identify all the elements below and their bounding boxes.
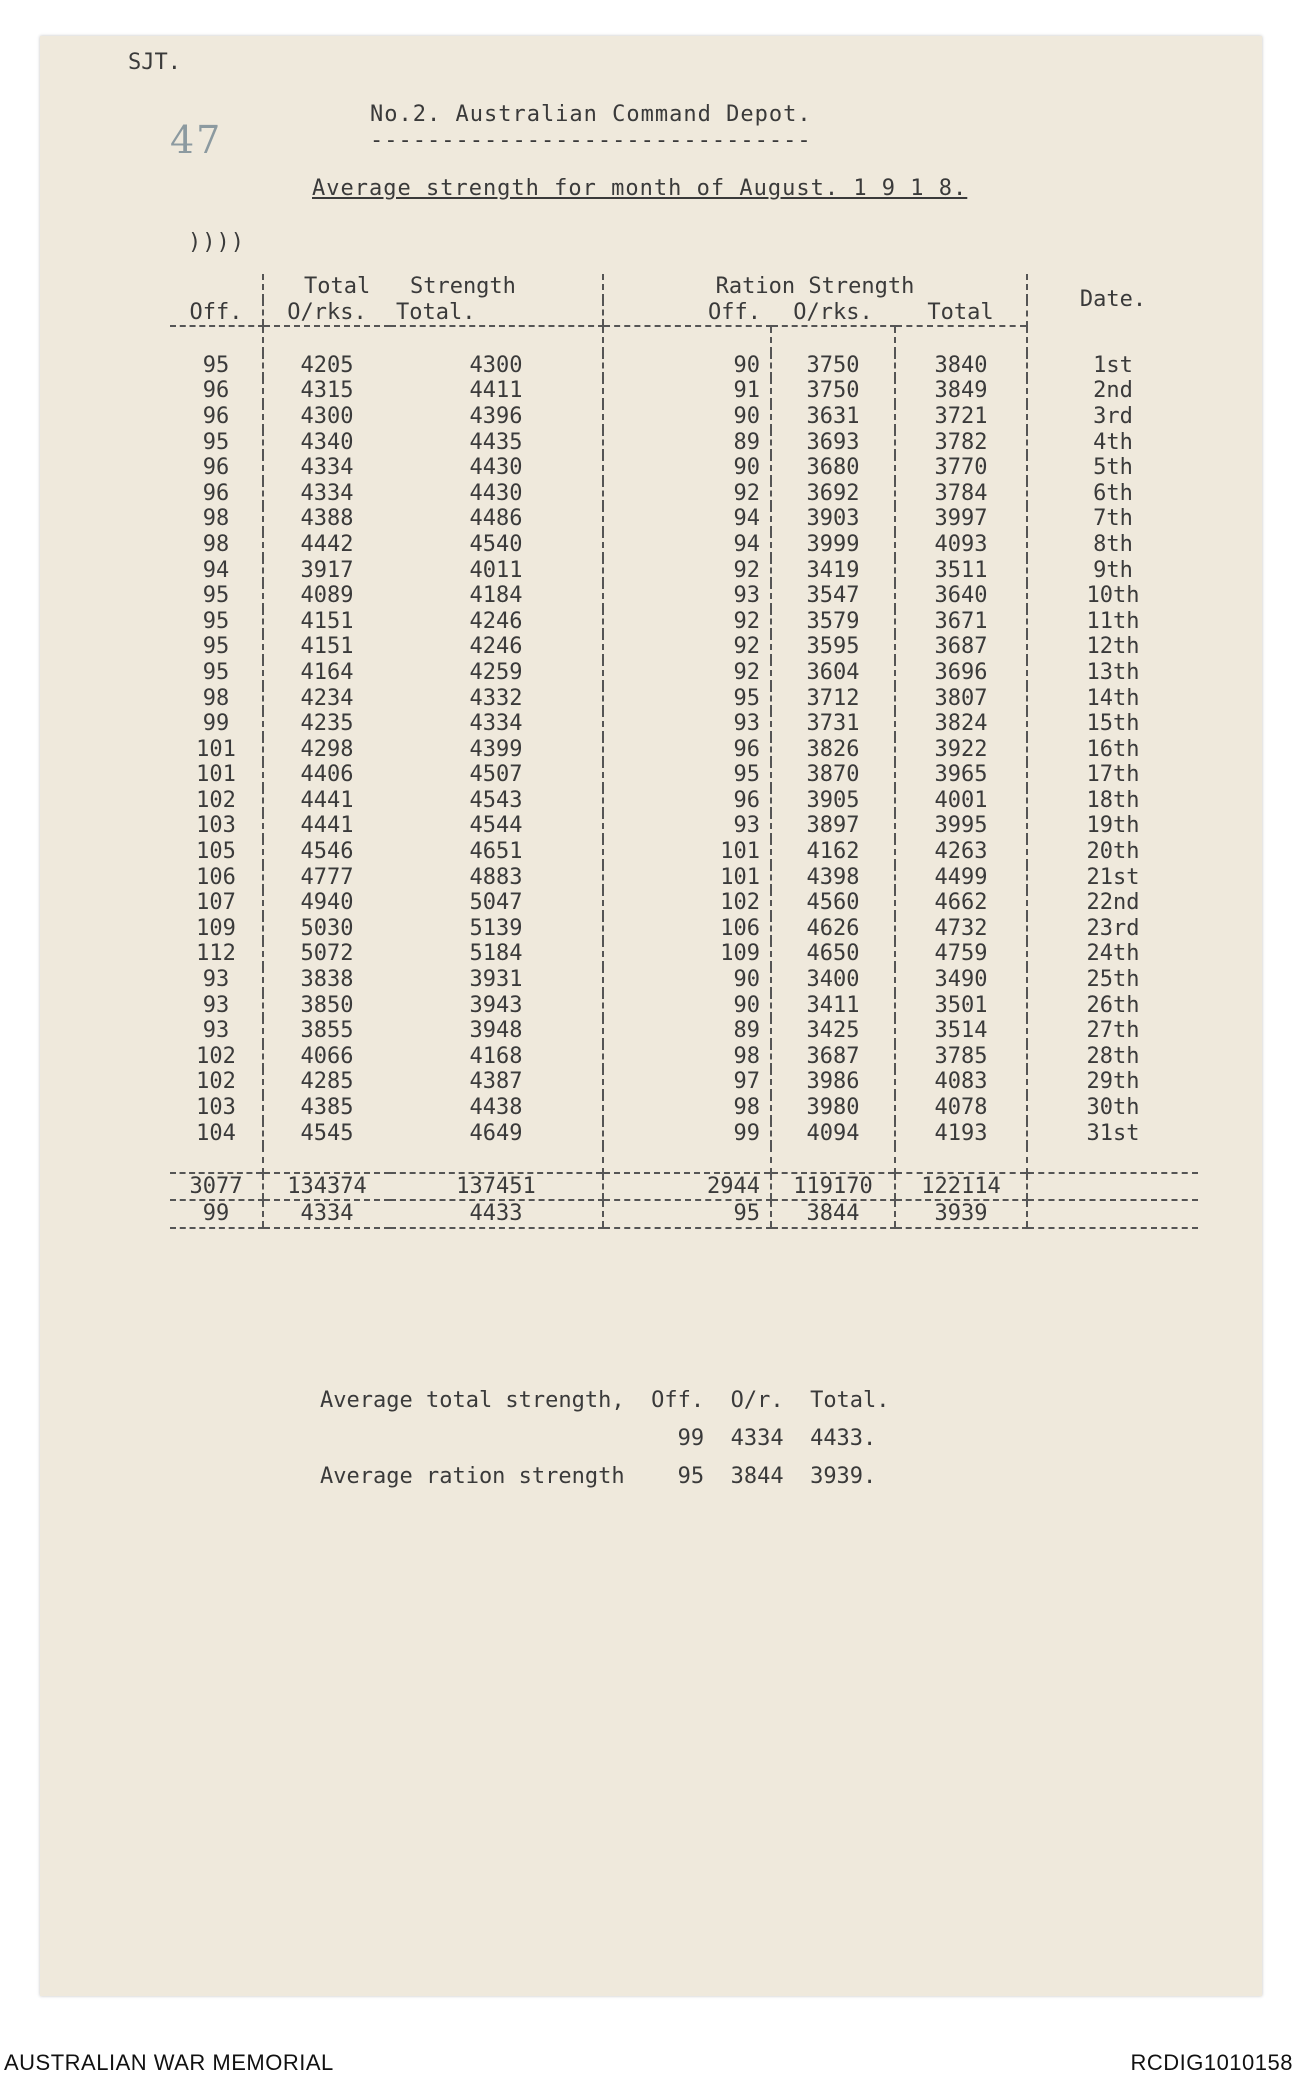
ration-off-cell: 2944 xyxy=(603,1173,771,1201)
ration-ork-cell: 3604 xyxy=(771,660,895,686)
total-cell: 4259 xyxy=(469,659,523,685)
ration-ork-cell: 3980 xyxy=(771,1095,895,1121)
date-cell: 25th xyxy=(1027,967,1198,993)
table-row xyxy=(170,890,1198,916)
off-cell: 95 xyxy=(202,352,230,378)
table-row xyxy=(170,1121,1198,1147)
total-cell: 3943 xyxy=(469,992,523,1018)
header-ork: O/rks. xyxy=(263,300,390,327)
off-cell: 109 xyxy=(196,915,236,941)
ration-total-cell: 3770 xyxy=(895,455,1027,481)
ration-total-cell: 4078 xyxy=(895,1095,1027,1121)
off-cell: 96 xyxy=(202,455,230,481)
total-cell: 4651 xyxy=(469,839,523,865)
ration-total-cell: 4093 xyxy=(895,532,1027,558)
ration-ork-cell: 3986 xyxy=(771,1069,895,1095)
total-cell: 5139 xyxy=(469,915,523,941)
date-cell: 27th xyxy=(1027,1018,1198,1044)
total-cell: 4246 xyxy=(469,608,523,634)
off-cell: 93 xyxy=(202,967,230,993)
ration-off-cell: 94 xyxy=(603,532,771,558)
date-cell: 21st xyxy=(1027,865,1198,891)
date-cell: 8th xyxy=(1027,532,1198,558)
document-sheet xyxy=(40,36,1262,1996)
ork-cell: 4441 xyxy=(263,813,390,839)
ration-off-cell: 92 xyxy=(603,609,771,635)
total-cell: 4396 xyxy=(469,403,523,429)
ration-off-cell: 94 xyxy=(603,506,771,532)
table-row xyxy=(170,634,1198,660)
ration-off-cell: 90 xyxy=(603,455,771,481)
off-cell: 101 xyxy=(196,762,236,788)
ration-ork-cell: 3579 xyxy=(771,609,895,635)
ration-total-cell: 4193 xyxy=(895,1121,1027,1147)
date-cell: 26th xyxy=(1027,993,1198,1019)
table-row xyxy=(170,455,1198,481)
date-cell: 10th xyxy=(1027,583,1198,609)
ration-off-cell: 95 xyxy=(603,762,771,788)
total-cell: 4411 xyxy=(469,378,523,404)
ration-total-cell: 3824 xyxy=(895,711,1027,737)
table-row xyxy=(170,481,1198,507)
off-cell: 106 xyxy=(196,864,236,890)
totals-row xyxy=(170,1173,1198,1201)
ration-ork-cell: 3999 xyxy=(771,532,895,558)
table-row xyxy=(170,1069,1198,1095)
off-cell: 104 xyxy=(196,1120,236,1146)
total-cell: 4011 xyxy=(469,557,523,583)
ration-total-cell: 4083 xyxy=(895,1069,1027,1095)
table-row xyxy=(170,404,1198,430)
document-heading: Average strength for month of August. 1 9 1 8. xyxy=(312,176,968,201)
ork-cell: 4777 xyxy=(263,865,390,891)
ration-off-cell: 89 xyxy=(603,430,771,456)
pencil-folio-number: 47 xyxy=(170,118,223,162)
date-cell: 24th xyxy=(1027,941,1198,967)
table-row xyxy=(170,558,1198,584)
ration-ork-cell: 3411 xyxy=(771,993,895,1019)
ration-ork-cell: 3693 xyxy=(771,430,895,456)
ration-total-cell: 3514 xyxy=(895,1018,1027,1044)
ration-off-cell: 102 xyxy=(603,890,771,916)
date-cell xyxy=(1027,1173,1198,1201)
table-row xyxy=(170,839,1198,865)
ork-cell: 4388 xyxy=(263,506,390,532)
table-row xyxy=(170,916,1198,942)
ork-cell: 4545 xyxy=(263,1121,390,1147)
date-cell: 14th xyxy=(1027,686,1198,712)
ork-cell: 4234 xyxy=(263,686,390,712)
ork-cell: 4334 xyxy=(263,455,390,481)
ration-ork-cell: 3692 xyxy=(771,481,895,507)
off-cell: 103 xyxy=(196,813,236,839)
table-row xyxy=(170,609,1198,635)
ork-cell: 5072 xyxy=(263,941,390,967)
header-total: Total. xyxy=(390,300,603,327)
total-cell: 4300 xyxy=(469,352,523,378)
header-ration-off: Off. xyxy=(603,300,771,327)
total-cell: 4486 xyxy=(469,506,523,532)
total-cell: 4430 xyxy=(469,480,523,506)
date-cell: 19th xyxy=(1027,813,1198,839)
footer-record-id: RCDIG1010158 xyxy=(1130,2050,1293,2075)
off-cell: 3077 xyxy=(170,1173,263,1201)
total-cell: 4430 xyxy=(469,455,523,481)
table-row xyxy=(170,660,1198,686)
strength-table xyxy=(170,274,1198,1229)
ration-total-cell: 4732 xyxy=(895,916,1027,942)
table-row xyxy=(170,353,1198,379)
ration-total-cell: 3784 xyxy=(895,481,1027,507)
ration-off-cell: 95 xyxy=(603,686,771,712)
ration-ork-cell: 4650 xyxy=(771,941,895,967)
total-cell: 3948 xyxy=(469,1018,523,1044)
ork-cell: 4441 xyxy=(263,788,390,814)
date-cell: 7th xyxy=(1027,506,1198,532)
ration-ork-cell: 119170 xyxy=(771,1173,895,1201)
ork-cell: 4442 xyxy=(263,532,390,558)
table-row xyxy=(170,711,1198,737)
off-cell: 95 xyxy=(202,429,230,455)
ration-ork-cell: 3905 xyxy=(771,788,895,814)
total-cell: 4435 xyxy=(469,429,523,455)
ration-total-cell: 3922 xyxy=(895,737,1027,763)
header-total-strength: Total Strength xyxy=(263,274,603,300)
date-cell: 13th xyxy=(1027,660,1198,686)
ration-total-cell: 4759 xyxy=(895,941,1027,967)
summary-line-2: 99 4334 4433. xyxy=(320,1426,877,1451)
ration-off-cell: 92 xyxy=(603,558,771,584)
date-cell: 28th xyxy=(1027,1044,1198,1070)
total-cell: 4438 xyxy=(469,1095,523,1120)
date-cell: 30th xyxy=(1027,1095,1198,1121)
off-cell: 96 xyxy=(202,378,230,404)
total-cell: 4387 xyxy=(469,1069,523,1095)
typed-mark: )))) xyxy=(188,230,245,255)
table-row xyxy=(170,686,1198,712)
total-cell: 137451 xyxy=(390,1173,603,1201)
ration-ork-cell: 3750 xyxy=(771,353,895,379)
ration-ork-cell: 3687 xyxy=(771,1044,895,1070)
ration-off-cell: 101 xyxy=(603,839,771,865)
ork-cell: 4546 xyxy=(263,839,390,865)
ration-total-cell: 3965 xyxy=(895,762,1027,788)
ration-off-cell: 99 xyxy=(603,1121,771,1147)
date-cell: 22nd xyxy=(1027,890,1198,916)
ration-off-cell: 96 xyxy=(603,788,771,814)
total-cell: 4543 xyxy=(469,787,523,813)
ration-total-cell: 3687 xyxy=(895,634,1027,660)
ork-cell: 4340 xyxy=(263,430,390,456)
ration-total-cell: 3995 xyxy=(895,813,1027,839)
ork-cell: 3917 xyxy=(263,558,390,584)
header-ration-ork: O/rks. xyxy=(771,300,895,327)
total-cell: 3931 xyxy=(469,967,523,993)
total-cell: 4184 xyxy=(469,583,523,609)
ration-ork-cell: 3903 xyxy=(771,506,895,532)
date-cell: 17th xyxy=(1027,762,1198,788)
ork-cell: 3838 xyxy=(263,967,390,993)
summary-line-3: Average ration strength 95 3844 3939. xyxy=(320,1464,877,1489)
summary-block xyxy=(320,1382,890,1496)
ration-total-cell: 3782 xyxy=(895,430,1027,456)
table-row xyxy=(170,1018,1198,1044)
off-cell: 98 xyxy=(202,531,230,557)
date-cell: 29th xyxy=(1027,1069,1198,1095)
ration-ork-cell: 3870 xyxy=(771,762,895,788)
off-cell: 107 xyxy=(196,890,236,916)
total-cell: 4649 xyxy=(469,1120,523,1146)
date-cell: 4th xyxy=(1027,430,1198,456)
ork-cell: 4235 xyxy=(263,711,390,737)
total-cell: 4332 xyxy=(469,685,523,711)
ration-off-cell: 96 xyxy=(603,737,771,763)
ration-off-cell: 92 xyxy=(603,634,771,660)
ration-total-cell: 3997 xyxy=(895,506,1027,532)
total-cell: 4883 xyxy=(469,864,523,890)
ration-off-cell: 90 xyxy=(603,993,771,1019)
header-date: Date. xyxy=(1027,274,1198,326)
ration-off-cell: 90 xyxy=(603,353,771,379)
ork-cell: 4285 xyxy=(263,1069,390,1095)
ration-off-cell: 90 xyxy=(603,967,771,993)
ration-total-cell: 4499 xyxy=(895,865,1027,891)
table-row xyxy=(170,993,1198,1019)
date-cell: 1st xyxy=(1027,353,1198,379)
date-cell: 6th xyxy=(1027,481,1198,507)
table-row xyxy=(170,583,1198,609)
date-cell: 15th xyxy=(1027,711,1198,737)
header-ration-strength: Ration Strength xyxy=(603,274,1027,300)
ration-ork-cell: 3425 xyxy=(771,1018,895,1044)
off-cell: 105 xyxy=(196,839,236,865)
off-cell: 95 xyxy=(202,634,230,660)
ork-cell: 134374 xyxy=(263,1173,390,1201)
spacer-row xyxy=(170,326,1198,353)
ork-cell: 3855 xyxy=(263,1018,390,1044)
total-cell: 4399 xyxy=(469,736,523,762)
off-cell: 93 xyxy=(202,992,230,1018)
ration-total-cell: 3501 xyxy=(895,993,1027,1019)
ork-cell: 4298 xyxy=(263,737,390,763)
table-row xyxy=(170,941,1198,967)
ration-total-cell: 3671 xyxy=(895,609,1027,635)
summary-line-1: Average total strength, Off. O/r. Total. xyxy=(320,1388,890,1413)
spacer-row xyxy=(170,1146,1198,1173)
total-cell: 4433 xyxy=(390,1200,603,1228)
date-cell: 2nd xyxy=(1027,378,1198,404)
ration-ork-cell: 3631 xyxy=(771,404,895,430)
off-cell: 95 xyxy=(202,608,230,634)
off-cell: 98 xyxy=(202,506,230,532)
date-cell: 16th xyxy=(1027,737,1198,763)
off-cell: 99 xyxy=(202,711,230,737)
initials: SJT. xyxy=(128,50,181,75)
ork-cell: 4300 xyxy=(263,404,390,430)
ork-cell: 5030 xyxy=(263,916,390,942)
table-row xyxy=(170,430,1198,456)
ration-total-cell: 4662 xyxy=(895,890,1027,916)
ration-ork-cell: 3680 xyxy=(771,455,895,481)
table-row xyxy=(170,532,1198,558)
ration-total-cell: 3721 xyxy=(895,404,1027,430)
date-cell: 11th xyxy=(1027,609,1198,635)
off-cell: 112 xyxy=(196,941,236,967)
ork-cell: 4089 xyxy=(263,583,390,609)
ration-ork-cell: 3712 xyxy=(771,686,895,712)
ork-cell: 4315 xyxy=(263,378,390,404)
table-row xyxy=(170,813,1198,839)
date-cell: 23rd xyxy=(1027,916,1198,942)
off-cell: 102 xyxy=(196,787,236,813)
ration-off-cell: 109 xyxy=(603,941,771,967)
ration-off-cell: 98 xyxy=(603,1044,771,1070)
ration-total-cell: 3640 xyxy=(895,583,1027,609)
ork-cell: 4940 xyxy=(263,890,390,916)
header-ration-total: Total xyxy=(895,300,1027,327)
ork-cell: 4385 xyxy=(263,1095,390,1121)
ration-off-cell: 93 xyxy=(603,711,771,737)
ration-ork-cell: 4398 xyxy=(771,865,895,891)
ration-total-cell: 3807 xyxy=(895,686,1027,712)
off-cell: 98 xyxy=(202,685,230,711)
table-header-row-1 xyxy=(170,274,1198,300)
off-cell: 101 xyxy=(196,736,236,762)
ration-total-cell: 3785 xyxy=(895,1044,1027,1070)
date-cell xyxy=(1027,1200,1198,1228)
ork-cell: 3850 xyxy=(263,993,390,1019)
total-cell: 4334 xyxy=(469,711,523,737)
ration-ork-cell: 4626 xyxy=(771,916,895,942)
ration-off-cell: 95 xyxy=(603,1200,771,1228)
table-row xyxy=(170,506,1198,532)
total-cell: 4540 xyxy=(469,531,523,557)
ork-cell: 4066 xyxy=(263,1044,390,1070)
total-cell: 4168 xyxy=(469,1043,523,1069)
footer-institution: AUSTRALIAN WAR MEMORIAL xyxy=(4,2050,334,2075)
ration-ork-cell: 3826 xyxy=(771,737,895,763)
ration-off-cell: 106 xyxy=(603,916,771,942)
table-row xyxy=(170,967,1198,993)
ration-off-cell: 90 xyxy=(603,404,771,430)
ration-ork-cell: 3897 xyxy=(771,813,895,839)
ration-total-cell: 4263 xyxy=(895,839,1027,865)
off-cell: 96 xyxy=(202,480,230,506)
date-cell: 3rd xyxy=(1027,404,1198,430)
total-cell: 4507 xyxy=(469,762,523,788)
ration-off-cell: 93 xyxy=(603,583,771,609)
off-cell: 102 xyxy=(196,1043,236,1069)
ration-ork-cell: 3731 xyxy=(771,711,895,737)
date-cell: 18th xyxy=(1027,788,1198,814)
ork-cell: 4151 xyxy=(263,634,390,660)
off-cell: 102 xyxy=(196,1069,236,1095)
ration-total-cell: 3696 xyxy=(895,660,1027,686)
header-off: Off. xyxy=(170,300,263,327)
ration-ork-cell: 4560 xyxy=(771,890,895,916)
ration-off-cell: 97 xyxy=(603,1069,771,1095)
ration-total-cell: 3849 xyxy=(895,378,1027,404)
ork-cell: 4205 xyxy=(263,353,390,379)
table-row xyxy=(170,1044,1198,1070)
document-title: No.2. Australian Command Depot. xyxy=(370,102,812,127)
table-row xyxy=(170,378,1198,404)
ration-off-cell: 101 xyxy=(603,865,771,891)
table-row xyxy=(170,1095,1198,1121)
table-row xyxy=(170,788,1198,814)
ork-cell: 4406 xyxy=(263,762,390,788)
date-cell: 31st xyxy=(1027,1121,1198,1147)
total-cell: 5184 xyxy=(469,941,523,967)
ration-off-cell: 92 xyxy=(603,481,771,507)
ration-ork-cell: 3400 xyxy=(771,967,895,993)
ration-ork-cell: 3750 xyxy=(771,378,895,404)
ork-cell: 4151 xyxy=(263,609,390,635)
off-cell: 94 xyxy=(202,557,230,583)
total-cell: 5047 xyxy=(469,890,523,916)
off-cell: 99 xyxy=(170,1200,263,1228)
ration-ork-cell: 3547 xyxy=(771,583,895,609)
ration-ork-cell: 3844 xyxy=(771,1200,895,1228)
ration-off-cell: 89 xyxy=(603,1018,771,1044)
averages-row xyxy=(170,1200,1198,1228)
ration-ork-cell: 4162 xyxy=(771,839,895,865)
date-cell: 5th xyxy=(1027,455,1198,481)
ration-total-cell: 4001 xyxy=(895,788,1027,814)
ration-ork-cell: 3595 xyxy=(771,634,895,660)
ration-off-cell: 91 xyxy=(603,378,771,404)
table-row xyxy=(170,737,1198,763)
ork-cell: 4334 xyxy=(263,1200,390,1228)
ration-total-cell: 3840 xyxy=(895,353,1027,379)
off-cell: 93 xyxy=(202,1018,230,1044)
total-cell: 4246 xyxy=(469,634,523,660)
off-cell: 95 xyxy=(202,583,230,609)
ration-off-cell: 93 xyxy=(603,813,771,839)
ration-ork-cell: 3419 xyxy=(771,558,895,584)
total-cell: 4544 xyxy=(469,813,523,839)
table-row xyxy=(170,865,1198,891)
ration-total-cell: 3511 xyxy=(895,558,1027,584)
date-cell: 20th xyxy=(1027,839,1198,865)
table-row xyxy=(170,762,1198,788)
ration-ork-cell: 4094 xyxy=(771,1121,895,1147)
ration-total-cell: 3939 xyxy=(895,1200,1027,1228)
ration-off-cell: 98 xyxy=(603,1095,771,1121)
off-cell: 95 xyxy=(202,659,230,685)
off-cell: 103 xyxy=(196,1095,236,1120)
ration-total-cell: 122114 xyxy=(895,1173,1027,1201)
ration-off-cell: 92 xyxy=(603,660,771,686)
off-cell: 96 xyxy=(202,403,230,429)
ork-cell: 4164 xyxy=(263,660,390,686)
ork-cell: 4334 xyxy=(263,481,390,507)
ration-total-cell: 3490 xyxy=(895,967,1027,993)
date-cell: 9th xyxy=(1027,558,1198,584)
date-cell: 12th xyxy=(1027,634,1198,660)
title-rule: ------------------------------- xyxy=(370,128,812,153)
